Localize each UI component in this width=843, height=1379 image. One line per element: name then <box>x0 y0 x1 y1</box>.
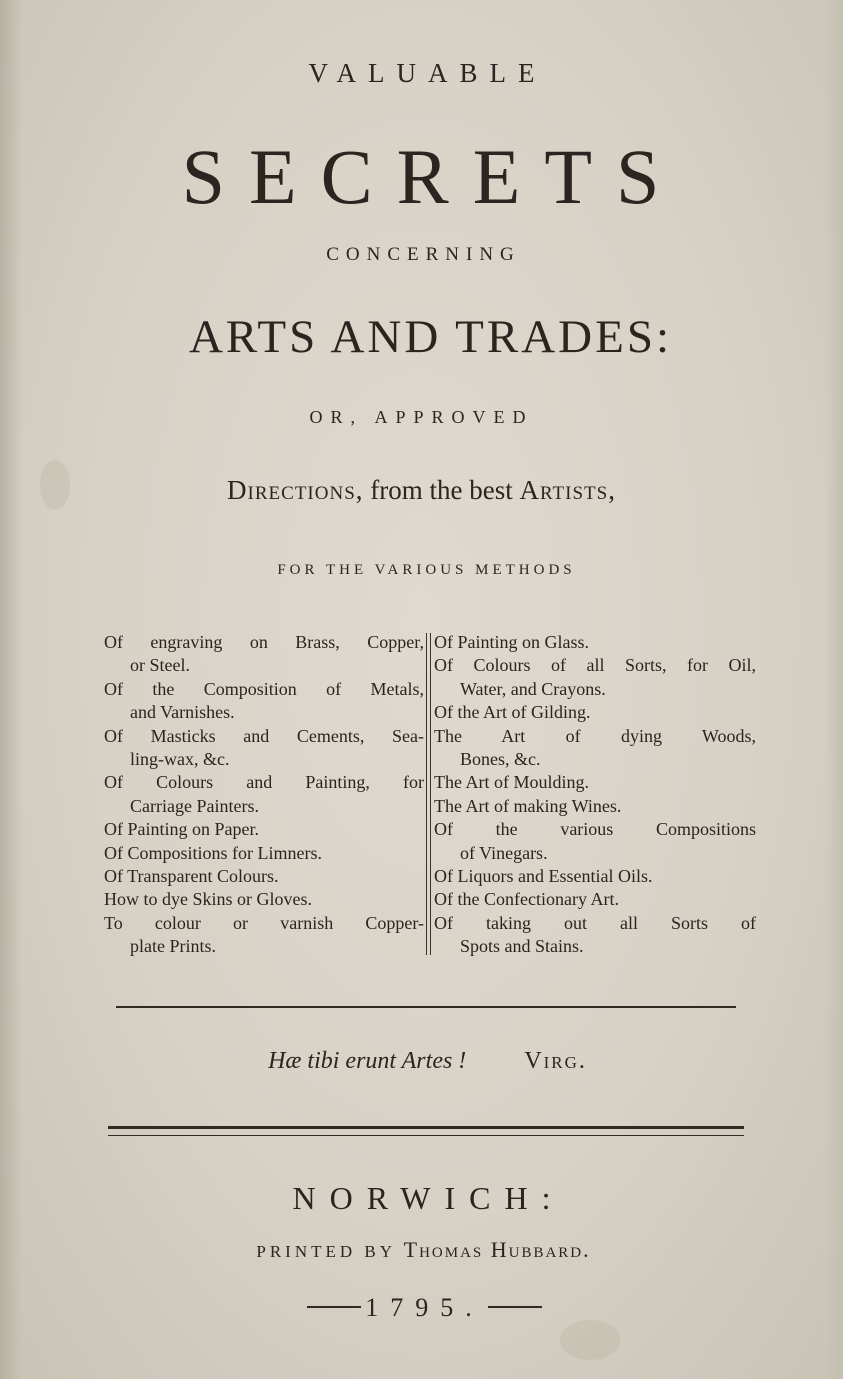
method-line: To colour or varnish Copper- <box>104 912 424 933</box>
method-line: Of engraving on Brass, Copper, <box>104 632 424 652</box>
method-line: Of Liquors and Essential Oils. <box>434 866 653 887</box>
methods-list-item <box>104 842 424 865</box>
methods-list-item <box>104 725 424 772</box>
method-line: Of Compositions for Limners. <box>104 842 322 863</box>
methods-list-item <box>104 865 424 888</box>
methods-list-item <box>434 654 756 701</box>
paper-stain <box>560 1320 620 1360</box>
methods-list-item <box>434 631 756 654</box>
method-line-continued: Bones, &c. <box>460 749 541 770</box>
double-rule-thick <box>108 1126 744 1129</box>
imprint-year-line <box>0 1293 843 1323</box>
year-dash-right <box>488 1306 542 1308</box>
subtitle-methods: FOR THE VARIOUS METHODS <box>277 562 576 578</box>
methods-list-item <box>434 725 756 772</box>
methods-list-item <box>434 795 756 818</box>
methods-list-item <box>434 888 756 911</box>
title-valuable: VALUABLE <box>308 58 547 88</box>
methods-list-item <box>434 912 756 959</box>
method-line: Of the Art of Gilding. <box>434 702 591 723</box>
methods-list-item <box>104 818 424 841</box>
method-line: Of Colours and Painting, for <box>104 772 424 793</box>
methods-list-item <box>434 865 756 888</box>
imprint-place: NORWICH: <box>292 1180 565 1216</box>
methods-list-item <box>434 818 756 865</box>
method-line-continued: plate Prints. <box>130 936 216 957</box>
method-line: Of Colours of all Sorts, for Oil, <box>434 655 756 676</box>
method-line: Of the Confectionary Art. <box>434 889 619 910</box>
method-line: The Art of Moulding. <box>434 772 589 793</box>
year-dash-left <box>307 1306 361 1308</box>
method-line: Of Painting on Paper. <box>104 819 259 840</box>
methods-list-item <box>434 771 756 794</box>
motto-author: Virg. <box>524 1048 587 1074</box>
methods-left-column <box>104 631 424 959</box>
method-line-continued: ling-wax, &c. <box>130 749 230 770</box>
directions-word: Directions, <box>227 475 364 505</box>
method-line: Of taking out all Sorts of <box>434 912 756 933</box>
method-line-continued: Carriage Painters. <box>130 795 259 816</box>
subtitle-directions <box>0 475 843 506</box>
method-line: Of the Composition of Metals, <box>104 678 424 699</box>
methods-list-item <box>434 701 756 724</box>
method-line: Of Transparent Colours. <box>104 866 279 887</box>
methods-columns <box>104 631 756 963</box>
method-line-continued: of Vinegars. <box>460 842 548 863</box>
method-line-continued: Water, and Crayons. <box>460 678 606 699</box>
imprint-year: 1795. <box>365 1293 484 1322</box>
method-line: Of the various Compositions <box>434 819 756 840</box>
artists-word: Artists, <box>519 475 616 505</box>
title-secrets: SECRETS <box>181 133 684 220</box>
column-divider <box>426 633 431 955</box>
motto <box>0 1048 843 1075</box>
method-line: Of Masticks and Cements, Sea- <box>104 725 424 746</box>
methods-list-item <box>104 771 424 818</box>
methods-right-column <box>434 631 756 959</box>
motto-latin: Hæ tibi erunt Artes ! <box>268 1048 467 1074</box>
method-line: How to dye Skins or Gloves. <box>104 889 312 910</box>
title-arts-and-trades: ARTS AND TRADES: <box>188 311 673 363</box>
directions-middle: from the best <box>363 475 520 505</box>
methods-list-item <box>104 678 424 725</box>
horizontal-rule <box>116 1006 736 1008</box>
method-line: The Art of dying Woods, <box>434 725 756 746</box>
method-line: Of Painting on Glass. <box>434 632 589 652</box>
title-concerning: CONCERNING <box>326 244 521 265</box>
method-line-continued: Spots and Stains. <box>460 936 584 957</box>
methods-list-item <box>104 912 424 959</box>
methods-list-item <box>104 888 424 911</box>
method-line-continued: or Steel. <box>130 655 190 676</box>
subtitle-approved: OR, APPROVED <box>309 407 534 427</box>
methods-list-item <box>104 631 424 678</box>
method-line: The Art of making Wines. <box>434 795 622 816</box>
printed-by-text: PRINTED BY <box>256 1242 404 1261</box>
double-rule-thin <box>108 1135 744 1136</box>
imprint-printer <box>0 1237 843 1263</box>
method-line-continued: and Varnishes. <box>130 702 235 723</box>
printer-name: Thomas Hubbard. <box>403 1237 591 1262</box>
